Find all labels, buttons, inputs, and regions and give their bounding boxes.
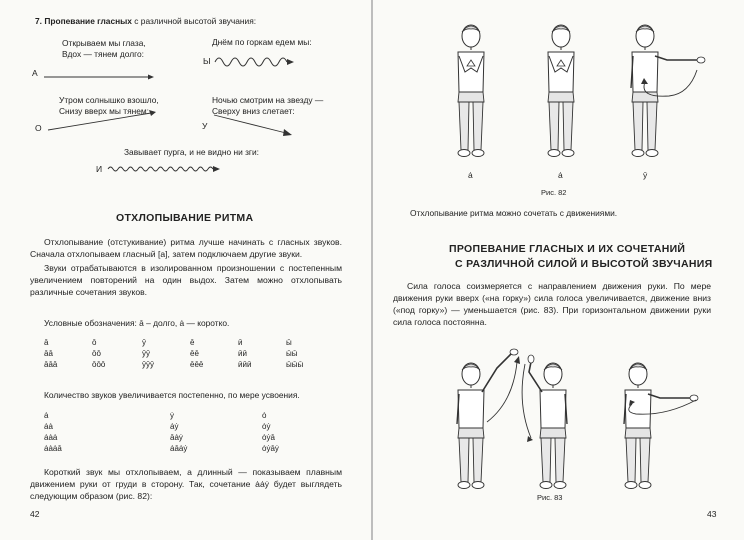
vowel-row: ȧȧȧā (44, 444, 62, 453)
vowel-row: ы̄ы̄ы̄ (286, 360, 304, 369)
vowel-letter-y: Ы (203, 56, 211, 66)
fig82-label-2: ȧ (558, 170, 563, 180)
fig82-label-1: ȧ (468, 170, 473, 180)
exercise-line: Ночью смотрим на звезду — (212, 95, 324, 105)
vowel-row: ȧȧȧ (44, 433, 58, 442)
progress-group-3 (262, 410, 279, 454)
fig82-label-3: ȳ (643, 170, 648, 180)
section-title-bold: Пропевание гласных (44, 16, 132, 26)
rhythm-heading: ОТХЛОПЫВАНИЕ РИТМА (116, 212, 254, 224)
vowel-row: ȧāȧẏ (170, 444, 188, 453)
vowel-row: ȯẏāẏ (262, 444, 279, 453)
vowel-row: ȧȧ (44, 422, 53, 431)
vowel-row: ȯẏā (262, 433, 275, 442)
falling-arrow-icon (214, 113, 294, 139)
vowel-row: ӣ (238, 338, 243, 347)
vowel-letter-u: У (202, 121, 208, 131)
progress-group-1 (44, 410, 62, 454)
vowel-row: āȧẏ (170, 433, 183, 442)
vowel-row: ȳ (142, 338, 146, 347)
volume-paragraph: Сила голоса соизмеряется с направлением движения руки. По мере движения руки вверх («на горку») сила голоса увеличивается, движение вниз («под горку») — уменьшается (рис. 83). При горизонтальном движении руки сила голоса постоянна. (393, 281, 711, 327)
right-page (373, 0, 744, 540)
figure-82-illustration (433, 22, 703, 172)
vowel-row: ȯẏ (262, 422, 271, 431)
section-title-rest: с различной высотой звучания: (131, 16, 257, 26)
vowel-row: āāā (44, 360, 58, 369)
progress-text: Количество звуков увеличивается постепенно, по мере усвоения. (44, 390, 300, 400)
vowel-row: āā (44, 349, 53, 358)
section-heading-line-1: ПРОПЕВАНИЕ ГЛАСНЫХ И ИХ СОЧЕТАНИЙ (449, 243, 686, 255)
fig82-caption: Рис. 82 (541, 188, 567, 197)
rhythm-paragraph-1: Отхлопывание (отстукивание) ритма лучше начинать с гласных звуков. Сначала отхлопываем гласный [а], затем подключаем другие звуки. (30, 237, 342, 259)
vowel-group-o (92, 337, 105, 370)
vowel-row: ōō (92, 349, 101, 358)
vowel-group-yery (286, 337, 303, 370)
vowel-letter-i: И (96, 164, 103, 174)
exercise-a-text (62, 38, 146, 60)
page-number-right: 43 (707, 509, 717, 519)
exercise-i-text: Завывает пурга, и не видно ни зги: (124, 147, 259, 157)
vowel-group-a (44, 337, 57, 370)
figure-83-illustration (443, 352, 713, 502)
vowel-group-i (238, 337, 251, 370)
fig83-caption: Рис. 83 (537, 493, 563, 502)
vowel-row: ȳȳȳ (142, 360, 154, 369)
vowel-row: ā (44, 338, 49, 347)
straight-arrow-icon (44, 74, 154, 80)
section-number: 7. (35, 16, 42, 26)
vowel-row: ē (190, 338, 195, 347)
vowel-row: ēēē (190, 360, 204, 369)
vowel-row: ōōō (92, 360, 106, 369)
rhythm-paragraph-3: Короткий звук мы отхлопываем, а длинный — показываем плавным движением руки от груди в сторону. Так, сочетание ȧȧẏ будет выглядеть следующим образом (рис. 82): (30, 467, 342, 501)
vowel-letter-o: О (35, 123, 42, 133)
section-7-title (35, 16, 256, 27)
exercise-y-text: Днём по горкам едем мы: (212, 37, 312, 47)
page-number-left: 42 (30, 509, 40, 519)
vowel-row: ӣӣ (238, 349, 247, 358)
fig82-text: Отхлопывание ритма можно сочетать с движениями. (410, 208, 618, 218)
notation-legend: Условные обозначения: ā – долго, ȧ — коротко. (44, 318, 230, 328)
vowel-row: ы̄ (286, 338, 292, 347)
exercise-line: Вдох — тянем долго: (62, 49, 144, 59)
vowel-row: ы̄ы̄ (286, 349, 298, 358)
blizzard-wave-icon (108, 164, 223, 174)
exercise-line: Сверху вниз слетает: (212, 106, 295, 116)
vowel-row: ȧẏ (170, 422, 179, 431)
exercise-line: Утром солнышко взошло, (59, 95, 159, 105)
exercise-line: Открываем мы глаза, (62, 38, 146, 48)
vowel-row: ȧ (44, 411, 49, 420)
vowel-row: ȳȳ (142, 349, 150, 358)
vowel-group-e (190, 337, 203, 370)
vowel-row: ȯ (262, 411, 267, 420)
rhythm-paragraph-2: Звуки отрабатываются в изолированном произношении с постепенным увеличением повторений на один выдох. Затем можно отхлопывать различные сочетания звуков. (30, 263, 342, 297)
vowel-group-u (142, 337, 154, 370)
left-page (0, 0, 371, 540)
section-heading-line-2: С РАЗЛИЧНОЙ СИЛОЙ И ВЫСОТОЙ ЗВУЧАНИЯ (455, 258, 713, 270)
progress-group-2 (170, 410, 187, 454)
vowel-row: ẏ (170, 411, 174, 420)
vowel-row: ӣӣӣ (238, 360, 252, 369)
vowel-letter-a: А (32, 68, 38, 78)
hills-wave-icon (215, 54, 295, 70)
exercise-line: Снизу вверх мы тянем: (59, 106, 149, 116)
rising-arrow-icon (48, 110, 158, 132)
vowel-row: ēē (190, 349, 199, 358)
vowel-row: ō (92, 338, 97, 347)
